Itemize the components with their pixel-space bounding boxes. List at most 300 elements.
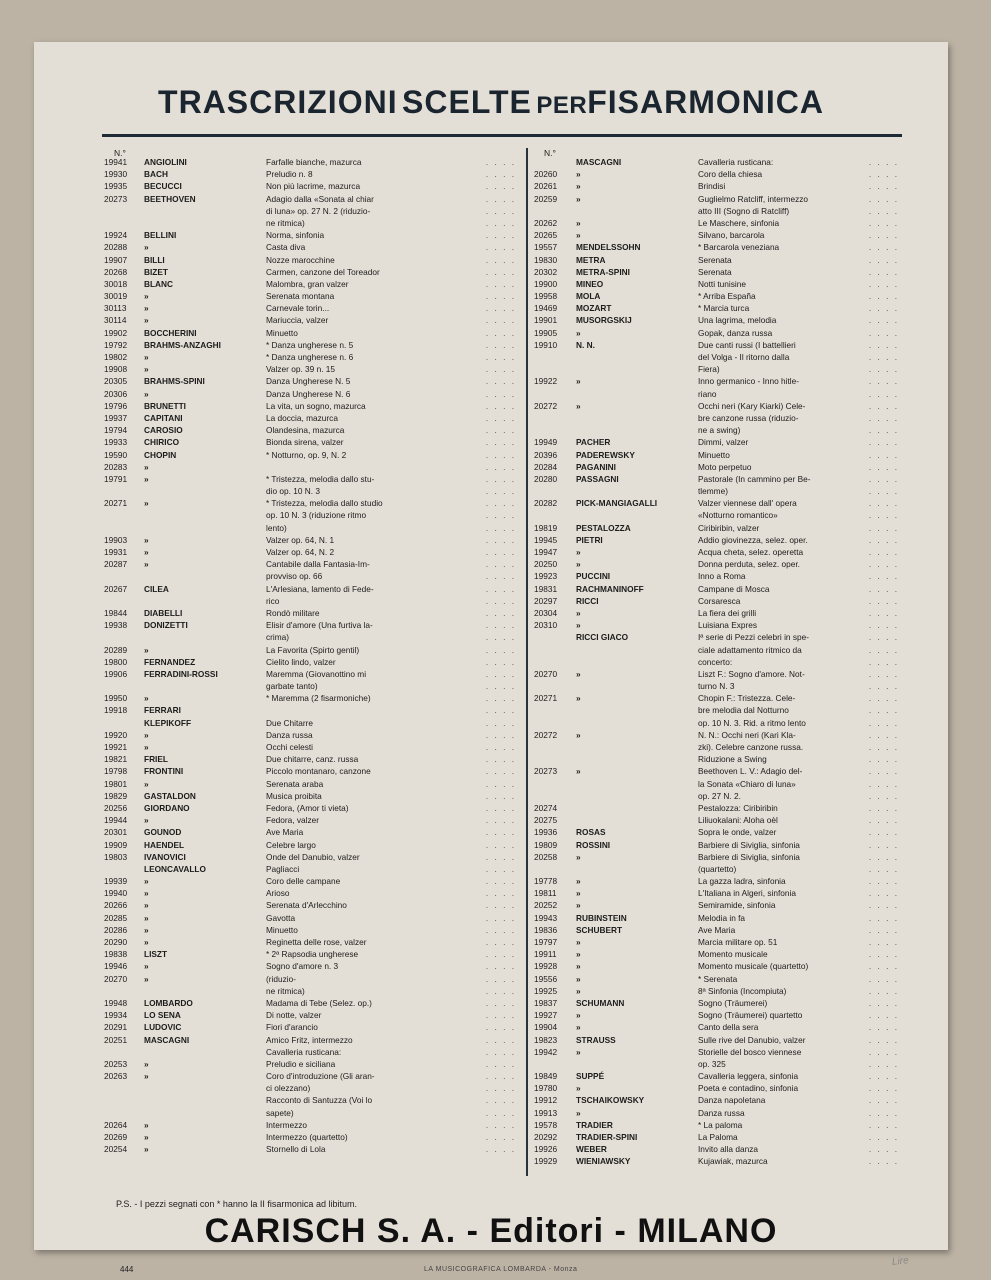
piece-title: Norma, sinfonia	[266, 230, 325, 241]
dot-leader: . . . .	[485, 668, 516, 679]
dot-leader: . . . .	[485, 254, 516, 265]
dot-leader: . . . .	[868, 827, 899, 838]
dot-leader: . . . .	[485, 997, 516, 1008]
piece-title: rico	[266, 595, 280, 606]
composer: »	[144, 693, 149, 704]
list-item	[104, 1145, 516, 1157]
composer: CHOPIN	[144, 449, 177, 460]
piece-title: Serenata	[698, 254, 732, 265]
dot-leader: . . . .	[868, 742, 899, 752]
dot-leader: . . . .	[868, 1083, 899, 1094]
dot-leader: . . . .	[868, 412, 899, 423]
piece-title: Marcia militare op. 51	[698, 937, 778, 947]
composer: MENDELSSOHN	[576, 242, 641, 253]
dot-leader: . . . .	[868, 1034, 899, 1045]
piece-title: Piccolo montanaro, canzone	[266, 766, 371, 777]
list-item	[534, 780, 899, 792]
number-header: N.°	[544, 148, 556, 158]
list-item	[534, 719, 899, 731]
printer-credit: LA MUSICOGRAFICA LOMBARDA - Monza	[424, 1266, 578, 1273]
dot-leader: . . . .	[868, 559, 899, 570]
composer: »	[576, 1107, 581, 1118]
catalog-number: 20261	[534, 181, 558, 192]
catalog-number: 19912	[534, 1095, 558, 1106]
piece-title: Sogno (Träumerei)	[698, 997, 768, 1008]
composer: CHIRICO	[144, 437, 180, 448]
composer: »	[144, 315, 149, 326]
composer: TRADIER-SPINI	[576, 1132, 638, 1142]
piece-title: Onde del Danubio, valzer	[266, 851, 360, 862]
piece-title: Carnevale torin...	[266, 303, 330, 314]
catalog-number: 20266	[104, 900, 128, 911]
composer: »	[576, 900, 581, 911]
list-item	[104, 243, 516, 255]
piece-title: Inno a Roma	[698, 571, 746, 582]
piece-title: Reginetta delle rose, valzer	[266, 937, 367, 947]
piece-title: Madama di Tebe (Selez. op.)	[266, 997, 372, 1008]
composer: RICCI	[576, 595, 599, 606]
piece-title: Le Maschere, sinfonia	[698, 217, 780, 228]
dot-leader: . . . .	[868, 498, 899, 509]
dot-leader: . . . .	[485, 949, 516, 960]
title-word-2: SCELTE	[402, 84, 532, 120]
catalog-number: 19794	[104, 425, 128, 436]
list-item	[104, 231, 516, 243]
composer: »	[576, 668, 581, 679]
dot-leader: . . . .	[868, 620, 899, 631]
number-header: N.°	[114, 148, 126, 158]
composer: »	[576, 888, 581, 899]
dot-leader: . . . .	[868, 1071, 899, 1082]
catalog-number: 19958	[534, 291, 558, 302]
catalog-number: 20259	[534, 193, 558, 204]
dot-leader: . . . .	[485, 339, 516, 350]
piece-title: «Notturno romantico»	[698, 510, 778, 521]
composer: FRONTINI	[144, 766, 184, 777]
catalog-number: 19918	[104, 705, 128, 716]
list-item	[104, 438, 516, 450]
catalog-number: 19921	[104, 742, 128, 752]
list-item	[534, 195, 899, 207]
piece-title: L'Italiana in Algeri, sinfonia	[698, 888, 796, 899]
composer: PACHER	[576, 437, 611, 448]
catalog-number: 30114	[104, 315, 127, 326]
composer: »	[576, 1046, 581, 1057]
dot-leader: . . . .	[485, 327, 516, 338]
dot-leader: . . . .	[868, 607, 899, 618]
piece-title: Donna perduta, selez. oper.	[698, 559, 800, 570]
piece-title: Luisiana Expres	[698, 620, 758, 631]
dot-leader: . . . .	[868, 790, 899, 801]
composer: PADEREWSKY	[576, 449, 635, 460]
composer: GIORDANO	[144, 802, 190, 813]
catalog-number: 19929	[534, 1156, 558, 1167]
composer: »	[576, 985, 581, 996]
composer: »	[576, 620, 581, 631]
dot-leader: . . . .	[868, 839, 899, 850]
piece-title: di luna» op. 27 N. 2 (riduzio-	[266, 205, 371, 216]
list-item	[534, 914, 899, 926]
catalog-number: 20280	[534, 473, 558, 484]
piece-title: Racconto di Santuzza (Voi lo	[266, 1095, 373, 1106]
dot-leader: . . . .	[485, 802, 516, 813]
catalog-number: 20286	[104, 924, 128, 935]
catalog-number: 19920	[104, 729, 128, 740]
composer: SUPPÉ	[576, 1071, 605, 1082]
composer: CAROSIO	[144, 425, 183, 436]
composer: »	[144, 937, 149, 947]
column-divider	[526, 148, 528, 1176]
piece-title: ci olezzano)	[266, 1083, 311, 1094]
piece-title: Valzer viennese dall' opera	[698, 498, 797, 509]
composer: N. N.	[576, 339, 595, 350]
composer: »	[144, 644, 149, 655]
piece-title: Silvano, barcarola	[698, 230, 765, 241]
dot-leader: . . . .	[868, 656, 899, 667]
catalog-number: 19928	[534, 961, 558, 972]
composer: »	[144, 1119, 149, 1130]
catalog-number: 19906	[104, 668, 128, 679]
dot-leader: . . . .	[485, 985, 516, 996]
list-item	[104, 646, 516, 658]
dot-leader: . . . .	[485, 754, 516, 765]
composer: »	[576, 729, 581, 740]
catalog-number: 19821	[104, 754, 128, 765]
composer: SCHUMANN	[576, 997, 625, 1008]
composer: »	[576, 766, 581, 777]
piece-title: N. N.: Occhi neri (Kari Kla-	[698, 729, 796, 740]
catalog-number: 19911	[534, 949, 557, 960]
dot-leader: . . . .	[485, 157, 516, 167]
dot-leader: . . . .	[485, 705, 516, 716]
dot-leader: . . . .	[868, 510, 899, 521]
piece-title: Malombra, gran valzer	[266, 278, 349, 289]
composer: »	[144, 924, 149, 935]
piece-title: Notti tunisine	[698, 278, 746, 289]
piece-title: La doccia, mazurca	[266, 412, 338, 423]
piece-title: Celebre largo	[266, 839, 316, 850]
catalog-number: 20270	[534, 668, 558, 679]
publisher-footer: CARISCH S. A. - Editori - MILANO	[204, 1212, 778, 1250]
dot-leader: . . . .	[868, 1095, 899, 1106]
piece-title: Danza napoletana	[698, 1095, 766, 1106]
dot-leader: . . . .	[485, 717, 516, 728]
piece-title: provviso op. 66	[266, 571, 323, 582]
composer: FERNANDEZ	[144, 656, 196, 667]
dot-leader: . . . .	[485, 863, 516, 874]
piece-title: Addio giovinezza, selez. oper.	[698, 534, 808, 545]
piece-title: zki). Celebre canzone russa.	[698, 742, 804, 752]
piece-title: Sopra le onde, valzer	[698, 827, 777, 838]
catalog-number: 19926	[534, 1144, 558, 1155]
list-item	[104, 511, 516, 523]
piece-title: (riduzio-	[266, 973, 296, 984]
list-item	[104, 329, 516, 341]
list-item	[104, 572, 516, 584]
composer: »	[576, 1022, 581, 1033]
piece-title: riano	[698, 388, 717, 399]
catalog-number: 20310	[534, 620, 558, 631]
piece-title: L'Arlesiana, lamento di Fede-	[266, 583, 374, 594]
catalog-number: 19909	[104, 839, 128, 850]
piece-title: Barbiere di Siviglia, sinfonia	[698, 851, 800, 862]
piece-title: La fiera dei grilli	[698, 607, 757, 618]
catalog-number: 20254	[104, 1144, 128, 1155]
piece-title: Moto perpetuo	[698, 461, 752, 472]
piece-title: Cielito lindo, valzer	[266, 656, 336, 667]
catalog-number: 19811	[534, 888, 557, 899]
dot-leader: . . . .	[485, 1132, 516, 1142]
catalog-number: 19946	[104, 961, 128, 972]
composer: »	[576, 400, 581, 411]
piece-title: dio op. 10 N. 3	[266, 486, 320, 497]
catalog-number: 19469	[534, 303, 558, 314]
dot-leader: . . . .	[485, 1083, 516, 1094]
list-item	[104, 877, 516, 889]
catalog-number: 20306	[104, 388, 128, 399]
dot-leader: . . . .	[485, 1095, 516, 1106]
piece-title: * Marcia turca	[698, 303, 750, 314]
dot-leader: . . . .	[868, 181, 899, 192]
composer: »	[144, 1071, 149, 1082]
piece-title: Chopin F.: Tristezza. Cele-	[698, 693, 796, 704]
list-item	[534, 962, 899, 974]
dot-leader: . . . .	[868, 668, 899, 679]
catalog-number: 19792	[104, 339, 128, 350]
list-item	[104, 207, 516, 219]
piece-title: Olandesina, mazurca	[266, 425, 345, 436]
catalog-number: 19941	[104, 157, 128, 167]
list-item	[104, 767, 516, 779]
list-item	[104, 1023, 516, 1035]
catalog-number: 20284	[534, 461, 558, 472]
left-list	[104, 158, 516, 1157]
piece-title: Danza russa	[266, 729, 313, 740]
composer: »	[144, 729, 149, 740]
composer: RICCI GIACO	[576, 632, 629, 643]
dot-leader: . . . .	[868, 778, 899, 789]
catalog-number: 19796	[104, 400, 128, 411]
piece-title: Minuetto	[266, 327, 298, 338]
title-rule	[102, 134, 902, 137]
piece-title: Bionda sirena, valzer	[266, 437, 344, 448]
composer: BRUNETTI	[144, 400, 186, 411]
catalog-number: 19937	[104, 412, 128, 423]
catalog-number: 20290	[104, 937, 128, 947]
dot-leader: . . . .	[868, 924, 899, 935]
dot-leader: . . . .	[868, 802, 899, 813]
catalog-number: 19556	[534, 973, 558, 984]
dot-leader: . . . .	[868, 437, 899, 448]
piece-title: Danza Ungherese N. 6	[266, 388, 351, 399]
list-item	[104, 780, 516, 792]
dot-leader: . . . .	[485, 1022, 516, 1033]
list-item	[104, 962, 516, 974]
piece-title: Casta diva	[266, 242, 306, 253]
dot-leader: . . . .	[868, 644, 899, 655]
dot-leader: . . . .	[868, 1119, 899, 1130]
piece-title: Intermezzo	[266, 1119, 308, 1130]
catalog-number: 19849	[534, 1071, 558, 1082]
composer: PESTALOZZA	[576, 522, 631, 533]
dot-leader: . . . .	[485, 522, 516, 533]
piece-title: Serenata araba	[266, 778, 324, 789]
composer: BIZET	[144, 266, 168, 277]
list-item	[534, 524, 899, 536]
catalog-number: 19942	[534, 1046, 558, 1057]
list-item	[104, 828, 516, 840]
dot-leader: . . . .	[868, 961, 899, 972]
piece-title: Una lagrima, melodia	[698, 315, 777, 326]
dot-leader: . . . .	[868, 193, 899, 204]
piece-title: Campane di Mosca	[698, 583, 770, 594]
catalog-number: 20271	[534, 693, 558, 704]
catalog-number: 19802	[104, 352, 128, 362]
dot-leader: . . . .	[868, 388, 899, 399]
dot-leader: . . . .	[485, 1010, 516, 1021]
dot-leader: . . . .	[485, 352, 516, 362]
piece-title: Liszt F.: Sogno d'amore. Not-	[698, 668, 805, 679]
list-item	[534, 901, 899, 913]
composer: STRAUSS	[576, 1034, 616, 1045]
composer: »	[144, 973, 149, 984]
list-item	[104, 451, 516, 463]
list-item	[104, 256, 516, 268]
dot-leader: . . . .	[485, 498, 516, 509]
list-item	[104, 706, 516, 718]
dot-leader: . . . .	[485, 486, 516, 497]
composer: »	[144, 888, 149, 899]
composer: LOMBARDO	[144, 997, 193, 1008]
catalog-number: 19945	[534, 534, 558, 545]
dot-leader: . . . .	[868, 571, 899, 582]
piece-title: sapete)	[266, 1107, 294, 1118]
dot-leader: . . . .	[485, 778, 516, 789]
piece-title: Stornello di Lola	[266, 1144, 326, 1155]
title-word-3: PER	[536, 92, 588, 119]
composer: MUSORGSKIJ	[576, 315, 632, 326]
catalog-number: 30018	[104, 278, 128, 289]
page-number: 444	[120, 1265, 134, 1274]
composer: KLEPIKOFF	[144, 717, 192, 728]
composer: »	[576, 327, 581, 338]
composer: »	[144, 961, 149, 972]
dot-leader: . . . .	[868, 851, 899, 862]
dot-leader: . . . .	[485, 973, 516, 984]
catalog-number: 20283	[104, 461, 128, 472]
list-item	[104, 1072, 516, 1084]
composer: MINEO	[576, 278, 604, 289]
piece-title: Corsaresca	[698, 595, 741, 606]
dot-leader: . . . .	[868, 169, 899, 180]
ps-note: P.S. - I pezzi segnati con * hanno la II fisarmonica ad libitum.	[116, 1199, 357, 1209]
dot-leader: . . . .	[485, 534, 516, 545]
composer: PASSAGNI	[576, 473, 619, 484]
composer: »	[144, 1132, 149, 1142]
catalog-number: 19923	[534, 571, 558, 582]
catalog-number: 19798	[104, 766, 128, 777]
catalog-number: 19557	[534, 242, 558, 253]
composer: LUDOVIC	[144, 1022, 182, 1033]
catalog-number: 19829	[104, 790, 128, 801]
composer: BEETHOVEN	[144, 193, 196, 204]
composer: FERRADINI-ROSSI	[144, 668, 218, 679]
dot-leader: . . . .	[485, 876, 516, 887]
dot-leader: . . . .	[868, 754, 899, 765]
catalog-number: 20289	[104, 644, 128, 655]
dot-leader: . . . .	[485, 559, 516, 570]
page-title	[34, 84, 948, 121]
composer: ANGIOLINI	[144, 157, 187, 167]
catalog-number: 19902	[104, 327, 128, 338]
composer: RACHMANINOFF	[576, 583, 644, 594]
catalog-number: 19809	[534, 839, 558, 850]
dot-leader: . . . .	[868, 705, 899, 716]
piece-title: Cantabile dalla Fantasia-Im-	[266, 559, 370, 570]
composer: »	[576, 559, 581, 570]
composer: MASCAGNI	[144, 1034, 190, 1045]
list-item	[104, 377, 516, 389]
piece-title: Danza russa	[698, 1107, 745, 1118]
piece-title: Sogno d'amore n. 3	[266, 961, 339, 972]
dot-leader: . . . .	[485, 181, 516, 192]
piece-title: La Paloma	[698, 1132, 738, 1142]
composer: »	[576, 230, 581, 241]
composer: LO SENA	[144, 1010, 181, 1021]
list-item	[534, 1109, 899, 1121]
dot-leader: . . . .	[868, 900, 899, 911]
list-item	[534, 767, 899, 779]
dot-leader: . . . .	[485, 924, 516, 935]
composer: BRAHMS-ANZAGHI	[144, 339, 221, 350]
dot-leader: . . . .	[868, 352, 899, 362]
piece-title: Serenata	[698, 266, 732, 277]
catalog-number: 20267	[104, 583, 128, 594]
list-item	[104, 1036, 516, 1048]
dot-leader: . . . .	[868, 339, 899, 350]
piece-title: Ave Maria	[698, 924, 736, 935]
catalog-number: 19930	[104, 169, 128, 180]
dot-leader: . . . .	[485, 766, 516, 777]
piece-title: La gazza ladra, sinfonia	[698, 876, 786, 887]
dot-leader: . . . .	[485, 1046, 516, 1057]
catalog-number: 19904	[534, 1022, 558, 1033]
piece-title: Beethoven L. V.: Adagio del-	[698, 766, 803, 777]
composer: RUBINSTEIN	[576, 912, 627, 923]
piece-title: Brindisi	[698, 181, 726, 192]
catalog-number: 19836	[534, 924, 558, 935]
composer: BECUCCI	[144, 181, 182, 192]
catalog-number: 19801	[104, 778, 128, 789]
dot-leader: . . . .	[485, 205, 516, 216]
catalog-number: 19908	[104, 364, 128, 375]
piece-title: Non più lacrime, mazurca	[266, 181, 361, 192]
dot-leader: . . . .	[868, 949, 899, 960]
catalog-number: 20262	[534, 217, 558, 228]
dot-leader: . . . .	[868, 425, 899, 436]
catalog-number: 19922	[534, 376, 558, 387]
catalog-number: 19907	[104, 254, 128, 265]
dot-leader: . . . .	[485, 1144, 516, 1155]
dot-leader: . . . .	[485, 412, 516, 423]
title-word-1: TRASCRIZIONI	[158, 84, 398, 120]
title-word-4: FISARMONICA	[587, 84, 824, 120]
composer: METRA-SPINI	[576, 266, 630, 277]
piece-title: Rondò militare	[266, 607, 320, 618]
catalog-number: 19590	[104, 449, 128, 460]
dot-leader: . . . .	[485, 851, 516, 862]
list-item	[534, 1023, 899, 1035]
